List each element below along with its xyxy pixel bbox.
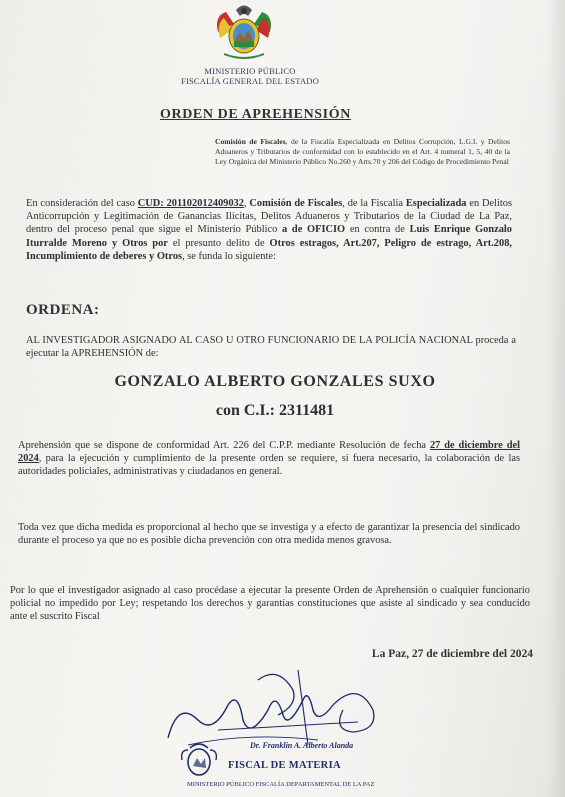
p1-text: ,: [243, 198, 250, 209]
p1-text: en contra de: [345, 224, 410, 236]
ordena-heading: ORDENA:: [26, 302, 100, 318]
accused-names: Luis Enrique Gonzalo Iturralde Moreno y Otros por: [26, 224, 512, 249]
person-ci: con C.I.: 2311481: [215, 402, 335, 419]
ministry-header: [150, 66, 350, 86]
paragraph-order: AL INVESTIGADOR ASIGNADO AL CASO U OTRO FUNCIONARIO DE LA POLICÍA NACIONAL proceda a ejecutar la APREHENSIÓN de:: [26, 335, 516, 360]
commission-lead: Comisión de Fiscales: [215, 137, 286, 146]
commission-name: Comisión de Fiscales: [249, 198, 343, 209]
signer-name: Dr. Franklin A. Alberto Alanda: [250, 741, 354, 750]
crimes-list: Otros estragos, Art.207, Peligro de estrago, Art.208, Incumplimiento de deberes y Otros: [26, 237, 512, 262]
ministry-line2: FISCALÍA GENERAL DEL ESTADO: [181, 76, 319, 86]
paragraph-resolution: [18, 439, 520, 479]
oficio-text: a de OFICIO: [282, 224, 346, 236]
signer-role: FISCAL DE MATERIA: [228, 760, 341, 771]
commission-block: [215, 137, 510, 168]
p1-text: el presunto delito de: [167, 237, 270, 249]
p1-text: , de la Fiscalía: [342, 198, 406, 209]
p1-text: , se funda lo siguiente:: [182, 250, 276, 262]
especializada-word: Especializada: [405, 198, 467, 209]
seal-caption: MINISTERIO PÚBLICO FISCALÍA DEPARTAMENTAL DE LA PAZ: [187, 781, 375, 788]
page-edge-shadow: [547, 0, 565, 797]
person-name: GONZALO ALBERTO GONZALES SUXO: [114, 373, 436, 390]
resolution-date: 27 de diciembre del 2024: [18, 440, 520, 465]
p1-text: En consideración del caso: [26, 198, 138, 209]
paragraph-execution: Por lo que el investigador asignado al caso procédase a ejecutar la presente Orden de Aprehensión o cualquier funcionario policial no impedido por Ley; respetando los derechos y garantías constituciones que asiste al sindicado y sea conducido ante el suscrito Fiscal: [10, 585, 530, 623]
p3-text: Aprehensión que se dispone de conformidad Art. 226 del C.P.P. mediante Resolución de fecha: [18, 440, 430, 451]
p3-text: , para la ejecución y cumplimiento de la presente orden se requiere, si fuera necesario, la colaboración de las autoridades policiales, administrativas y ciudadanos en general.: [18, 453, 520, 478]
official-seal-icon: [178, 738, 220, 782]
ministry-line1: MINISTERIO PÚBLICO: [204, 66, 296, 76]
place-date: La Paz, 27 de diciembre del 2024: [371, 648, 533, 660]
case-cud: CUD: 201102012409032: [137, 198, 244, 209]
document-title: ORDEN DE APREHENSIÓN: [160, 107, 351, 122]
coat-of-arms-icon: [212, 2, 276, 62]
paragraph-consideration: [26, 197, 512, 263]
p1-text: en Delitos Anticorrupción y Legitimación de Ganancias Ilícitas, Delitos Aduaneros y Tributarios de la Ciudad de La Paz, dentro del proceso penal que sigue el Ministerio Público: [26, 198, 512, 236]
paragraph-proportional: Toda vez que dicha medida es proporcional al hecho que se investiga y a efecto de garantizar la presencia del sindicado durante el proceso ya que no es posible dicha prevención con otra medida menos gravosa.: [18, 522, 520, 547]
commission-text: , de la Fiscalía Especializada en Delitos Corrupción, L.G.I. y Delitos Aduaneros y Tributarios de conformidad con lo establecido en el Art. 4 numeral 1, 5, 40 de la Ley Orgánica del Ministerio Público No.260 y Arts.70 y 206 del Código de Procedimiento Penal: [215, 137, 510, 167]
